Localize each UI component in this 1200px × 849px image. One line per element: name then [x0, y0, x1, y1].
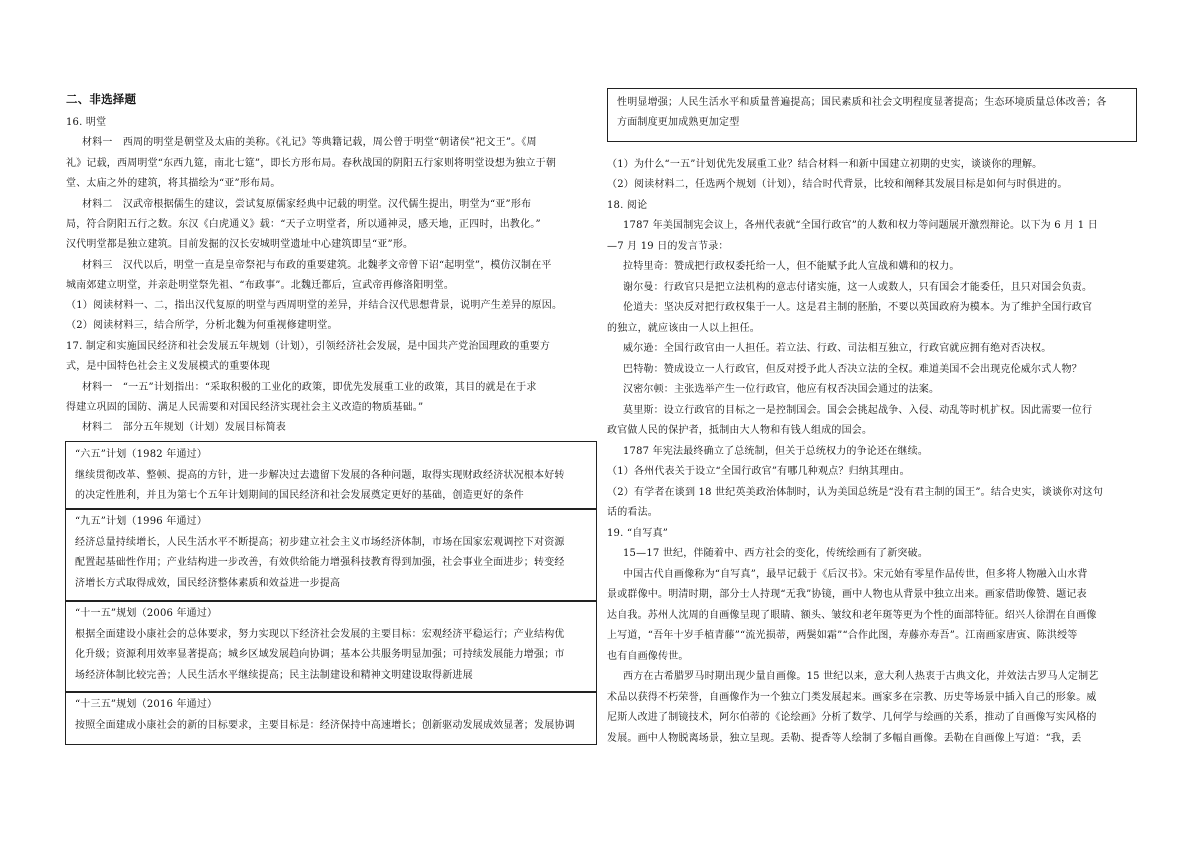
- plan-text: 场经济体制比较完善；人民生活水平继续提高；民主法制建设和精神文明建设取得新进展: [75, 670, 473, 681]
- q16-line: 城南郊建立明堂，并亲赴明堂祭先祖、“布政事”。北魏迁都后，宣武帝再修洛阳明堂。: [66, 280, 455, 291]
- q19-line: 中国古代自画像称为“自写真”，最早记载于《后汉书》。宋元始有零星作品传世，但多将人物融入山水背: [623, 569, 1088, 580]
- plan-text: 经济总量持续增长，人民生活水平不断提高；初步建立社会主义市场经济体制，市场在国家宏观调控下对资源: [75, 537, 565, 548]
- q19-title: 19. “自写真”: [607, 528, 669, 539]
- plan-text: 继续贯彻改革、整顿、提高的方针，进一步解决过去遗留下发展的各种问题，取得实现财政经济状况根本好转: [75, 470, 565, 481]
- q18-line: 1787 年美国制宪会议上，各州代表就“全国行政官”的人数和权力等问题展开激烈辩论。以下为 6 月 1 日: [623, 220, 1098, 231]
- q18-line: 话的看法。: [607, 507, 658, 518]
- q17-line: 17. 制定和实施国民经济和社会发展五年规划（计划），引领经济社会发展，是中国共产党治国理政的重要方: [66, 341, 551, 352]
- plan-text: 的决定性胜利，并且为第七个五年计划期间的国民经济和社会发展奠定更好的基础，创造更好的条件: [75, 490, 524, 501]
- plan-text: 根据全面建设小康社会的总体要求，努力实现以下经济社会发展的主要目标：宏观经济平稳运行；产业结构优: [75, 629, 565, 640]
- q17-question-1: （1）为什么“一五”计划优先发展重工业？结合材料一和新中国建立初期的史实，谈谈你的理解。: [607, 159, 1043, 170]
- q18-line: 拉特里奇：赞成把行政权委托给一人，但不能赋予此人宣战和媾和的权力。: [623, 261, 960, 272]
- q18-line: 政官做人民的保护者，抵制由大人物和有钱人组成的国会。: [607, 425, 873, 436]
- q19-line: 发展。画中人物脱离场景，独立呈现。丢勒、提香等人绘制了多幅自画像。丢勒在自画像上写道：“我，丢: [607, 733, 1082, 744]
- plan-table-continuation: [607, 88, 1137, 142]
- plan-text: 化升级；资源利用效率显著提高；城乡区域发展趋向协调；基本公共服务明显加强；可持续发展能力增强；市: [75, 649, 565, 660]
- plan-table-row: [65, 600, 597, 693]
- q16-line: 局，符合阴阳五行之数。东汉《白虎通义》载：“天子立明堂者，所以通神灵，感天地，正四时，出教化。”: [66, 219, 541, 230]
- q16-line: 材料二 汉武帝根据儒生的建议，尝试复原儒家经典中记载的明堂。汉代儒生提出，明堂为“亚”形布: [82, 199, 532, 210]
- q18-line: —7 月 19 日的发言节录：: [607, 241, 729, 252]
- q17-line: 材料二 部分五年规划（计划）发展目标简表: [82, 422, 286, 433]
- q16-line: 礼》记载，西周明堂“东西九筵，南北七筵”，即长方形布局。春秋战国的阴阳五行家则将明堂设想为独立于朝: [66, 158, 557, 169]
- q16-line: 汉代明堂都是独立建筑。目前发掘的汉长安城明堂遗址中心建筑即呈“亚”形。: [66, 239, 414, 250]
- plan-text: 配置起基础性作用；产业结构进一步改善，有效供给能力增强科技教育得到加强，社会事业全面进步；转变经: [75, 557, 565, 568]
- q19-line: 上写道，“吾年十岁手植青藤”“流光损蒂，两鬓如霜”“合作此图，寿藤亦寿吾”。江南画家唐寅、陈洪绶等: [607, 630, 1078, 641]
- q18-line: 威尔逊：全国行政官由一人担任。若立法、行政、司法相互独立，行政官就应拥有绝对否决权。: [623, 343, 1052, 354]
- q19-line: 达自我。苏州人沈周的自画像呈现了眼睛、额头、皱纹和老年斑等更为个性的面部特征。绍兴人徐渭在自画像: [607, 610, 1097, 621]
- q18-line: 谢尔曼：行政官只是把立法机构的意志付诸实施，这一人或数人，只有国会才能委任，且只对国会负责。: [623, 282, 1093, 293]
- q16-question-2: （2）阅读材料三，结合所学，分析北魏为何重视修建明堂。: [66, 320, 338, 331]
- plan-table-row: [65, 508, 597, 602]
- q18-question-2: （2）有学者在谈到 18 世纪英美政治体制时，认为美国总统是“没有君主制的国王”。结合史实，谈谈你对这句: [607, 487, 1104, 498]
- q19-line: 西方在古希腊罗马时期出现少量自画像。15 世纪以来，意大利人热衷于古典文化，并效法古罗马人定制艺: [623, 671, 1099, 682]
- q17-line: 材料一 “一五”计划指出：“采取积极的工业化的政策，即优先发展重工业的政策，其目的就是在于求: [82, 382, 537, 393]
- plan-text: 性明显增强；人民生活水平和质量普遍提高；国民素质和社会文明程度显著提高；生态环境质量总体改善；各: [617, 97, 1107, 108]
- plan-text: 方面制度更加成熟更加定型: [617, 117, 740, 128]
- q18-question-1: （1）各州代表关于设立“全国行政官”有哪几种观点？归纳其理由。: [607, 466, 910, 477]
- q16-line: 材料三 汉代以后，明堂一直是皇帝祭祀与布政的重要建筑。北魏孝文帝曾下诏“起明堂”，模仿汉制在平: [82, 260, 552, 271]
- plan-table-row: [65, 691, 597, 745]
- q18-title: 18. 阅论: [607, 200, 648, 211]
- q16-title: 16. 明堂: [66, 117, 107, 128]
- q18-line: 汉密尔顿：主张选举产生一位行政官，他应有权否决国会通过的法案。: [623, 384, 940, 395]
- plan-title: “六五”计划（1982 年通过）: [75, 449, 208, 460]
- q17-question-2: （2）阅读材料二，任选两个规划（计划），结合时代背景，比较和阐释其发展目标是如何与时俱进的。: [607, 179, 1068, 190]
- q17-line: 式，是中国特色社会主义发展模式的重要体现: [66, 361, 270, 372]
- q18-line: 莫里斯：设立行政官的目标之一是控制国会。国会会挑起战争、入侵、动乱等时机扩权。因此需要一位行: [623, 405, 1093, 416]
- q16-question-1: （1）阅读材料一、二，指出汉代复原的明堂与西周明堂的差异，并结合汉代思想背景，说明产生差异的原因。: [66, 300, 563, 311]
- plan-title: “九五”计划（1996 年通过）: [75, 516, 208, 527]
- q19-line: 也有自画像传世。: [607, 651, 689, 662]
- q19-line: 15—17 世纪，伴随着中、西方社会的变化，传统绘画有了新突破。: [623, 548, 929, 559]
- q17-line: 得建立巩固的国防、满足人民需要和对国民经济实现社会主义改造的物质基础。”: [66, 402, 424, 413]
- q16-line: 材料一 西周的明堂是朝堂及太庙的美称。《礼记》等典籍记载，周公曾于明堂“朝诸侯”祀文王”。《周: [82, 137, 537, 148]
- q16-line: 堂、太庙之外的建筑，将其描绘为“亚”形布局。: [66, 178, 281, 189]
- section-title: 二、非选择题: [66, 92, 137, 106]
- q19-line: 尼斯人改进了制镜技术，阿尔伯蒂的《论绘画》分析了数学、几何学与绘画的关系，推动了自画像写实风格的: [607, 712, 1097, 723]
- q18-line: 伦道夫：坚决反对把行政权集于一人。这是君主制的胚胎，不要以英国政府为模本。为了维护全国行政官: [623, 302, 1093, 313]
- q19-line: 术品以获得不朽荣誉，自画像作为一个独立门类发展起来。画家多在宗教、历史等场景中插入自己的形象。威: [607, 692, 1097, 703]
- plan-text: 按照全面建成小康社会的新的目标要求，主要目标是：经济保持中高速增长；创新驱动发展成效显著；发展协调: [75, 720, 575, 731]
- q18-line: 1787 年宪法最终确立了总统制，但关于总统权力的争论还在继续。: [623, 446, 929, 457]
- plan-text: 济增长方式取得成效，国民经济整体素质和效益进一步提高: [75, 578, 341, 589]
- q18-line: 的独立，就应该由一人以上担任。: [607, 323, 760, 334]
- q18-line: 巴特勒：赞成设立一人行政官，但反对授予此人否决立法的全权。难道美国不会出现克伦威尔式人物？: [623, 364, 1082, 375]
- plan-title: “十三五”规划（2016 年通过）: [75, 699, 218, 710]
- plan-table-row: [65, 441, 597, 510]
- q19-line: 景或群像中。明清时期，部分士人持现“无我”协镜，画中人物也从背景中独立出来。画家借助像赞、题记表: [607, 589, 1087, 600]
- plan-title: “十一五”规划（2006 年通过）: [75, 608, 218, 619]
